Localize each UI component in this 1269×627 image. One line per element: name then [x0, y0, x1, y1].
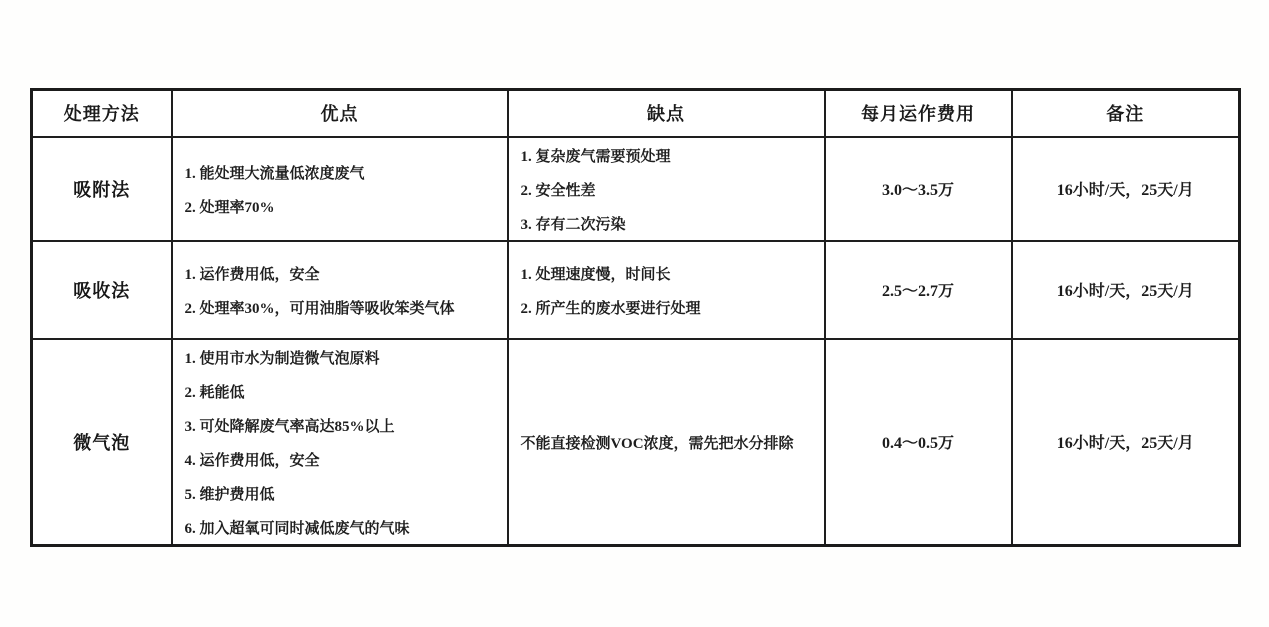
advantages-cell	[172, 241, 508, 339]
treatment-comparison-table	[30, 88, 1241, 547]
advantage-item: 1. 使用市水为制造微气泡原料	[184, 350, 380, 367]
header-advantages: 优点	[172, 90, 508, 137]
advantage-item: 2. 处理率70%	[184, 199, 275, 216]
advantage-item: 4. 运作费用低，安全	[184, 452, 320, 469]
cost-cell: 3.0～3.5万	[825, 137, 1012, 241]
advantage-item: 3. 可处降解废气率高达85%以上	[184, 418, 395, 435]
header-treatment-method: 处理方法	[32, 90, 172, 137]
advantage-item: 2. 耗能低	[184, 384, 245, 401]
disadvantages-cell	[508, 339, 825, 546]
advantage-item: 2. 处理率30%，可用油脂等吸收笨类气体	[184, 300, 455, 317]
table-row-adsorption	[32, 137, 1240, 241]
remark-cell: 16小时/天，25天/月	[1012, 137, 1240, 241]
cost-cell: 2.5～2.7万	[825, 241, 1012, 339]
disadvantage-item: 1. 处理速度慢，时间长	[520, 266, 671, 283]
header-disadvantages: 缺点	[508, 90, 825, 137]
disadvantage-item: 1. 复杂废气需要预处理	[520, 148, 671, 165]
header-row	[32, 90, 1240, 137]
disadvantage-item: 2. 所产生的废水要进行处理	[520, 300, 701, 317]
advantage-item: 5. 维护费用低	[184, 486, 275, 503]
advantages-cell	[172, 137, 508, 241]
advantage-item: 1. 能处理大流量低浓度废气	[184, 165, 365, 182]
disadvantages-cell	[508, 241, 825, 339]
remark-cell: 16小时/天，25天/月	[1012, 241, 1240, 339]
header-remarks: 备注	[1012, 90, 1240, 137]
header-monthly-cost: 每月运作费用	[825, 90, 1012, 137]
advantage-item: 1. 运作费用低，安全	[184, 266, 320, 283]
advantage-item: 6. 加入超氧可同时减低废气的气味	[184, 520, 410, 537]
advantages-cell	[172, 339, 508, 546]
disadvantage-item: 3. 存有二次污染	[520, 216, 626, 233]
cost-cell: 0.4～0.5万	[825, 339, 1012, 546]
method-cell: 微气泡	[32, 339, 172, 546]
remark-cell: 16小时/天，25天/月	[1012, 339, 1240, 546]
disadvantage-item: 不能直接检测VOC浓度，需先把水分排除	[520, 435, 794, 452]
disadvantage-item: 2. 安全性差	[520, 182, 596, 199]
table-row-microbubble	[32, 339, 1240, 546]
disadvantages-cell	[508, 137, 825, 241]
method-cell: 吸附法	[32, 137, 172, 241]
method-cell: 吸收法	[32, 241, 172, 339]
table-row-absorption	[32, 241, 1240, 339]
